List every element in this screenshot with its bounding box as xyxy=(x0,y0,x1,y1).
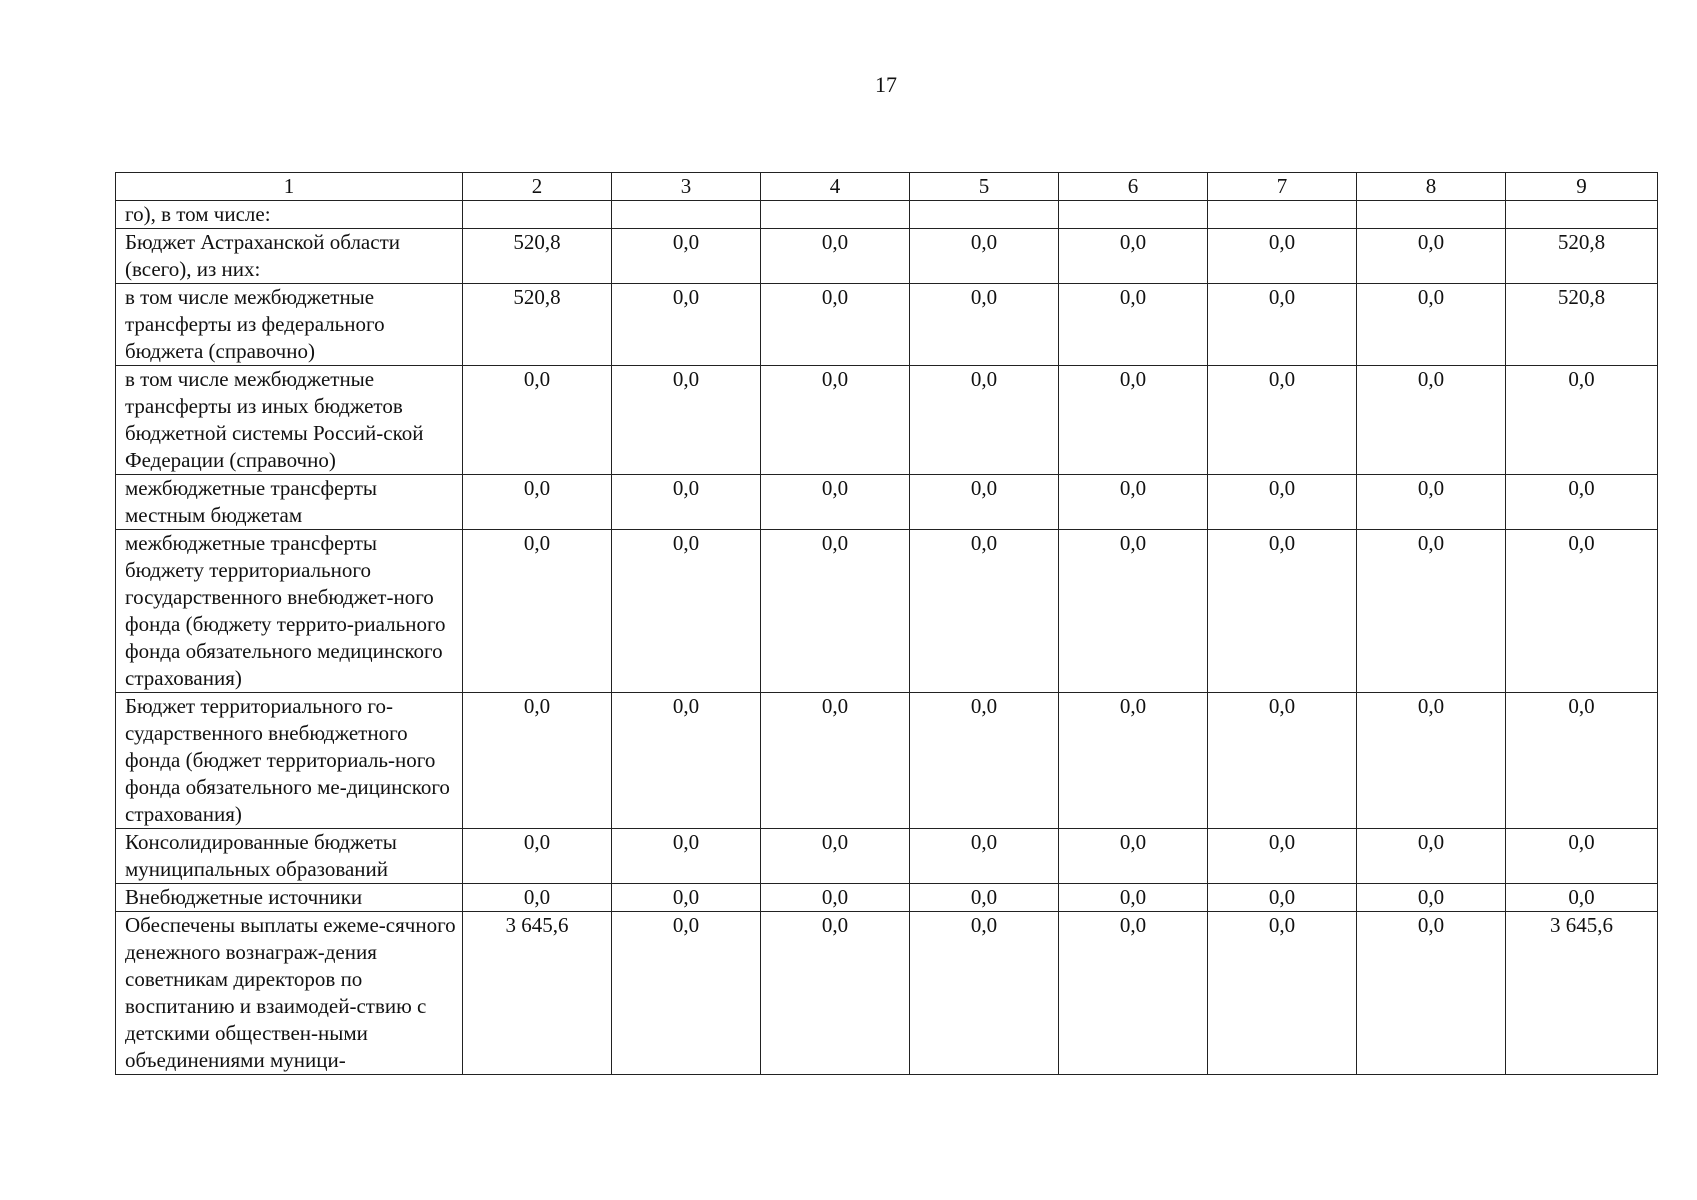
row-label: в том числе межбюджетные трансферты из иных бюджетов бюджетной системы Россий-ской Федерации (справочно) xyxy=(116,366,463,475)
cell-value xyxy=(1059,201,1208,229)
row-label: Бюджет территориального го-сударственного внебюджетного фонда (бюджет территориаль-ного фонда обязательного ме-дицинского страхования) xyxy=(116,693,463,829)
cell-value: 0,0 xyxy=(612,229,761,284)
cell-value xyxy=(1506,201,1658,229)
cell-value xyxy=(463,201,612,229)
cell-value: 0,0 xyxy=(612,912,761,1075)
row-label: Обеспечены выплаты ежеме-сячного денежного вознаграж-дения советникам директоров по воспитанию и взаимодей-ствию с детскими обществен-ными объединениями муници- xyxy=(116,912,463,1075)
cell-value: 3 645,6 xyxy=(463,912,612,1075)
cell-value: 520,8 xyxy=(463,229,612,284)
cell-value: 0,0 xyxy=(1208,475,1357,530)
column-header: 2 xyxy=(463,173,612,201)
cell-value: 0,0 xyxy=(1059,366,1208,475)
cell-value: 0,0 xyxy=(910,912,1059,1075)
cell-value: 0,0 xyxy=(1506,884,1658,912)
cell-value: 0,0 xyxy=(612,530,761,693)
column-header: 4 xyxy=(761,173,910,201)
cell-value: 0,0 xyxy=(910,229,1059,284)
cell-value: 0,0 xyxy=(1357,693,1506,829)
table-row xyxy=(116,829,1658,884)
column-header: 3 xyxy=(612,173,761,201)
cell-value: 0,0 xyxy=(1357,530,1506,693)
cell-value: 0,0 xyxy=(1208,912,1357,1075)
cell-value: 0,0 xyxy=(1059,693,1208,829)
cell-value: 0,0 xyxy=(1357,912,1506,1075)
table-row xyxy=(116,284,1658,366)
cell-value: 0,0 xyxy=(1208,229,1357,284)
row-label: Внебюджетные источники xyxy=(116,884,463,912)
cell-value: 0,0 xyxy=(1208,366,1357,475)
cell-value: 520,8 xyxy=(1506,229,1658,284)
column-header: 5 xyxy=(910,173,1059,201)
cell-value: 520,8 xyxy=(463,284,612,366)
cell-value: 0,0 xyxy=(463,475,612,530)
cell-value: 0,0 xyxy=(761,475,910,530)
column-header: 6 xyxy=(1059,173,1208,201)
page-number: 17 xyxy=(875,72,897,97)
cell-value: 0,0 xyxy=(1208,530,1357,693)
cell-value xyxy=(910,201,1059,229)
cell-value: 0,0 xyxy=(1357,829,1506,884)
cell-value: 0,0 xyxy=(1208,284,1357,366)
table-row xyxy=(116,201,1658,229)
cell-value: 0,0 xyxy=(761,284,910,366)
table-row xyxy=(116,229,1658,284)
cell-value: 0,0 xyxy=(761,693,910,829)
cell-value: 0,0 xyxy=(463,884,612,912)
table-row xyxy=(116,475,1658,530)
row-label: Бюджет Астраханской области (всего), из них: xyxy=(116,229,463,284)
row-label: межбюджетные трансферты местным бюджетам xyxy=(116,475,463,530)
cell-value: 0,0 xyxy=(761,912,910,1075)
cell-value: 0,0 xyxy=(1506,530,1658,693)
cell-value xyxy=(612,201,761,229)
table-body xyxy=(116,173,1658,1075)
column-header: 1 xyxy=(116,173,463,201)
cell-value: 0,0 xyxy=(761,229,910,284)
cell-value: 3 645,6 xyxy=(1506,912,1658,1075)
cell-value xyxy=(1208,201,1357,229)
cell-value: 0,0 xyxy=(910,884,1059,912)
cell-value: 0,0 xyxy=(463,693,612,829)
cell-value: 0,0 xyxy=(1059,530,1208,693)
cell-value: 0,0 xyxy=(612,829,761,884)
cell-value: 0,0 xyxy=(761,366,910,475)
cell-value: 0,0 xyxy=(1357,884,1506,912)
cell-value: 0,0 xyxy=(463,366,612,475)
table-row xyxy=(116,693,1658,829)
table-row xyxy=(116,366,1658,475)
cell-value: 0,0 xyxy=(612,693,761,829)
cell-value: 0,0 xyxy=(1506,693,1658,829)
cell-value xyxy=(761,201,910,229)
row-label: в том числе межбюджетные трансферты из федерального бюджета (справочно) xyxy=(116,284,463,366)
table-row xyxy=(116,912,1658,1075)
cell-value: 0,0 xyxy=(1357,284,1506,366)
cell-value: 0,0 xyxy=(1357,229,1506,284)
cell-value: 0,0 xyxy=(1059,475,1208,530)
cell-value: 0,0 xyxy=(1059,912,1208,1075)
cell-value: 0,0 xyxy=(1208,829,1357,884)
cell-value: 0,0 xyxy=(1506,829,1658,884)
table-row xyxy=(116,884,1658,912)
cell-value: 0,0 xyxy=(1357,366,1506,475)
row-label: Консолидированные бюджеты муниципальных образований xyxy=(116,829,463,884)
cell-value: 0,0 xyxy=(1059,829,1208,884)
row-label: межбюджетные трансферты бюджету территориального государственного внебюджет-ного фонда (бюджету террито-риального фонда обязательного медицинского страхования) xyxy=(116,530,463,693)
cell-value: 0,0 xyxy=(761,884,910,912)
cell-value: 0,0 xyxy=(612,366,761,475)
budget-table xyxy=(115,172,1658,1075)
cell-value: 0,0 xyxy=(1059,284,1208,366)
cell-value: 0,0 xyxy=(1208,693,1357,829)
cell-value: 0,0 xyxy=(761,829,910,884)
column-header: 7 xyxy=(1208,173,1357,201)
cell-value: 0,0 xyxy=(910,475,1059,530)
table-row xyxy=(116,530,1658,693)
cell-value: 0,0 xyxy=(1506,366,1658,475)
cell-value: 0,0 xyxy=(910,829,1059,884)
cell-value: 0,0 xyxy=(1059,884,1208,912)
column-header: 8 xyxy=(1357,173,1506,201)
header-row xyxy=(116,173,1658,201)
cell-value: 0,0 xyxy=(612,884,761,912)
cell-value xyxy=(1357,201,1506,229)
cell-value: 0,0 xyxy=(1059,229,1208,284)
cell-value: 0,0 xyxy=(463,829,612,884)
row-label: го), в том числе: xyxy=(116,201,463,229)
cell-value: 0,0 xyxy=(910,693,1059,829)
cell-value: 0,0 xyxy=(1357,475,1506,530)
cell-value: 0,0 xyxy=(463,530,612,693)
cell-value: 0,0 xyxy=(1506,475,1658,530)
cell-value: 0,0 xyxy=(910,530,1059,693)
cell-value: 0,0 xyxy=(612,475,761,530)
cell-value: 0,0 xyxy=(1208,884,1357,912)
column-header: 9 xyxy=(1506,173,1658,201)
cell-value: 0,0 xyxy=(910,284,1059,366)
cell-value: 0,0 xyxy=(761,530,910,693)
cell-value: 520,8 xyxy=(1506,284,1658,366)
cell-value: 0,0 xyxy=(612,284,761,366)
cell-value: 0,0 xyxy=(910,366,1059,475)
